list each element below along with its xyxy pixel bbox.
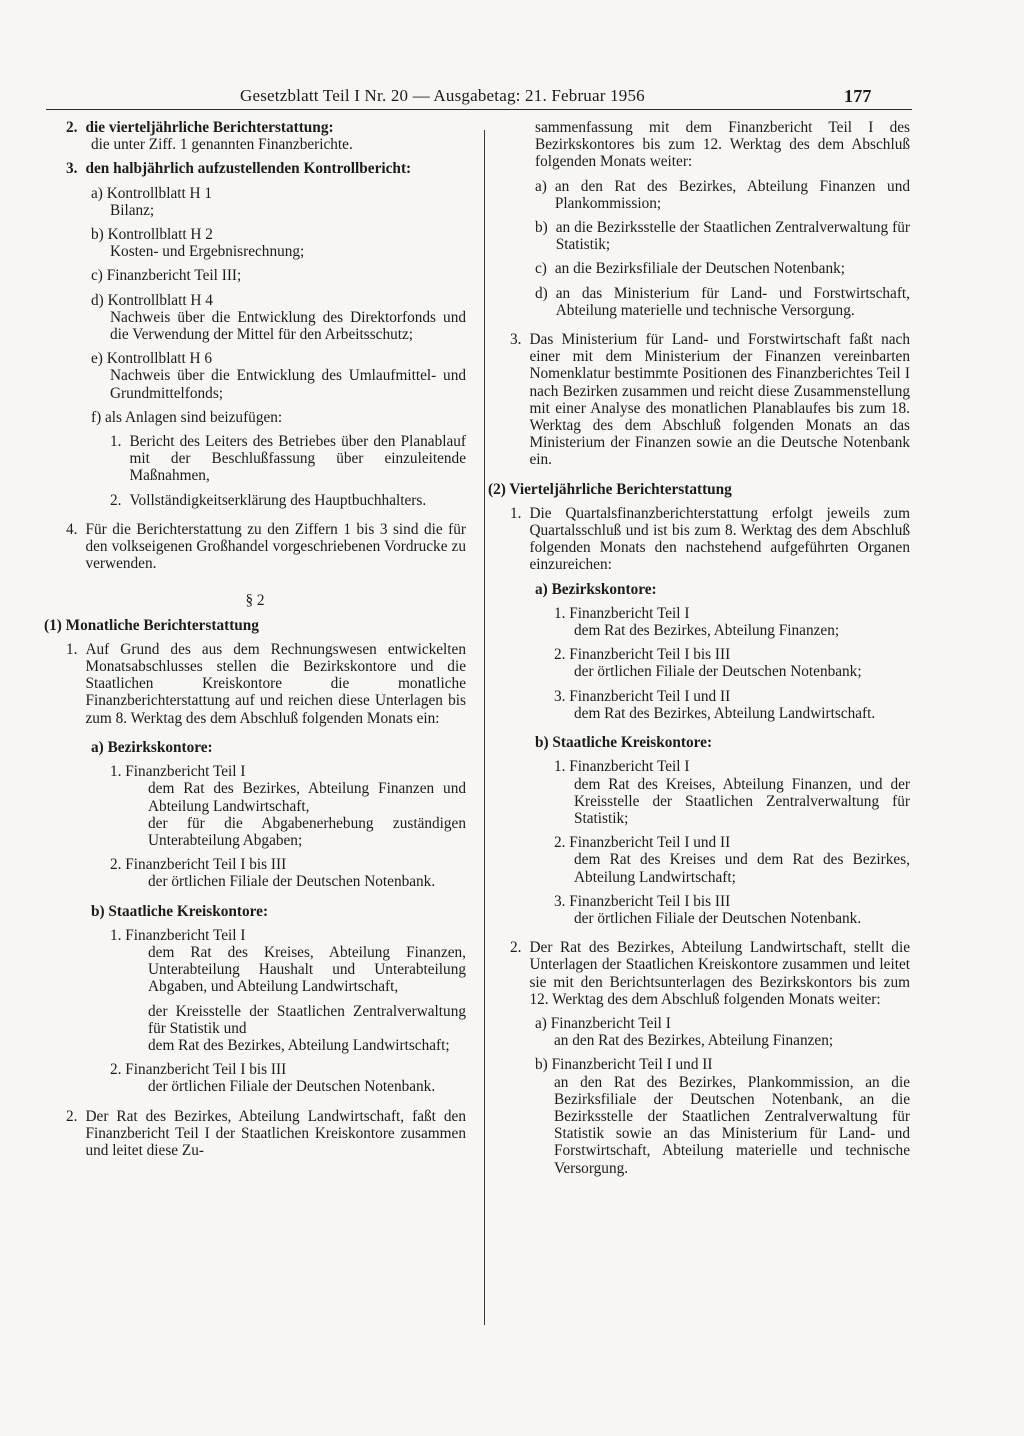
list-item: 2. Finanzbericht Teil I bis III	[554, 646, 731, 664]
list-item: b) Staatliche Kreiskontore:	[91, 902, 269, 920]
paragraph: Nachweis über die Entwicklung des Direktorfonds und die Verwendung der Mittel für den Arbeitsschutz;	[110, 308, 466, 344]
list-item: 2. Der Rat des Bezirkes, Abteilung Landwirtschaft, stellt die Unterlagen der Staatlichen Kreiskontore zusammen und leitet sie mit den Berichtsunterlagen des Bezirkskontors bis zum 12. Werktag des dem Abschluß folgenden Monats weiter:	[510, 939, 910, 1008]
paragraph: dem Rat des Bezirkes, Abteilung Landwirtschaft.	[574, 704, 876, 722]
paragraph: sammenfassung mit dem Finanzbericht Teil I des Bezirkskontores bis zum 12. Werktag des dem Abschluß folgenden Monats weiter:	[535, 119, 910, 171]
subsection-heading: (1) Monatliche Berichterstattung	[44, 616, 259, 634]
list-item: 3. Finanzbericht Teil I bis III	[554, 892, 731, 910]
list-item: a) an den Rat des Bezirkes, Abteilung Finanzen und Plankommission;	[535, 177, 910, 212]
paragraph: an den Rat des Bezirkes, Plankommission, an die Bezirksfiliale der Deutschen Notenbank, an die Bezirksstelle der Staatlichen Zentralverwaltung für Statistik sowie an das Ministerium für Land- und Forstwirtschaft, Abteilung materielle und technische Versorgung.	[554, 1073, 910, 1177]
list-item: 2. Der Rat des Bezirkes, Abteilung Landwirtschaft, faßt den Finanzbericht Teil I der Staatlichen Kreiskontore zusammen und leitet diese Zu-	[66, 1107, 466, 1159]
paragraph: der örtlichen Filiale der Deutschen Notenbank.	[574, 909, 862, 927]
list-item: 1. Finanzbericht Teil I	[554, 758, 690, 776]
list-item: 2. Finanzbericht Teil I bis III	[110, 1061, 287, 1079]
paragraph: dem Rat des Kreises, Abteilung Finanzen, Unterabteilung Haushalt und Unterabteilung Abgaben, und Abteilung Landwirtschaft,	[148, 943, 466, 996]
paragraph: dem Rat des Kreises und dem Rat des Bezirkes, Abteilung Landwirtschaft;	[574, 851, 910, 886]
list-item: 1. Die Quartalsfinanzberichterstattung erfolgt jeweils zum Quartalsschluß und ist bis zum 8. Werktag des dem Abschluß folgenden Monats den nachstehend aufgeführten Organen einzureichen:	[510, 504, 910, 574]
paragraph: der Kreisstelle der Staatlichen Zentralverwaltung für Statistik und	[148, 1002, 466, 1037]
list-item: b) Finanzbericht Teil I und II	[535, 1056, 713, 1074]
list-item: 2. Vollständigkeitserklärung des Hauptbuchhalters.	[110, 491, 427, 509]
paragraph: Nachweis über die Entwicklung des Umlaufmittel- und Grundmittelfonds;	[110, 367, 466, 402]
paragraph: dem Rat des Bezirkes, Abteilung Landwirtschaft;	[148, 1036, 450, 1054]
paragraph: Bilanz;	[110, 201, 155, 219]
list-item: c) an die Bezirksfiliale der Deutschen Notenbank;	[535, 260, 846, 278]
paragraph: Kosten- und Ergebnisrechnung;	[110, 243, 305, 261]
list-item: 2. Finanzbericht Teil I bis III	[110, 856, 287, 874]
list-item: 1. Auf Grund des aus dem Rechnungswesen entwickelten Monatsabschlusses stellen die Bezirkskontore und die Staatlichen Kreiskontore die monatliche Finanzberichterstattung auf und reichen diese Unterlagen bis zum 8. Werktag des dem Abschluß folgenden Monats ein:	[66, 640, 466, 727]
section-heading: § 2	[245, 592, 265, 610]
list-item: 1. Bericht des Leiters des Betriebes über den Planablauf mit der Beschlußfassung über einzuleitende Maßnahmen,	[110, 433, 466, 485]
list-item: 3. Finanzbericht Teil I und II	[554, 687, 731, 705]
list-item: f) als Anlagen sind beizufügen:	[91, 408, 283, 426]
list-item: 3. Das Ministerium für Land- und Forstwirtschaft faßt nach einer mit dem Ministerium der Finanzen vereinbarten Nomenklatur bestimmte Positionen des Finanzberichtes Teil I nach Bezirken zusammen und reicht diese Zusammenstellung mit einer Analyse des monatlichen Planablaufes bis zum 18. Werktag des dem Abschluß folgenden Monats an das Ministerium der Finanzen sowie an die Deutsche Notenbank ein.	[510, 331, 910, 469]
list-item: b) an die Bezirksstelle der Staatlichen Zentralverwaltung für Statistik;	[535, 219, 910, 254]
paragraph: die unter Ziff. 1 genannten Finanzberichte.	[91, 136, 353, 154]
paragraph: der örtlichen Filiale der Deutschen Notenbank;	[574, 663, 862, 681]
list-item: b) Kontrollblatt H 2	[91, 226, 213, 244]
list-item: 1. Finanzbericht Teil I	[554, 604, 690, 622]
paragraph: an den Rat des Bezirkes, Abteilung Finanzen;	[554, 1032, 834, 1050]
subsection-heading: (2) Vierteljährliche Berichterstattung	[488, 480, 732, 498]
column-divider	[484, 130, 485, 1325]
list-item: d) an das Ministerium für Land- und Forstwirtschaft, Abteilung materielle und technische Versorgung.	[535, 284, 910, 319]
paragraph: der örtlichen Filiale der Deutschen Notenbank.	[148, 1078, 436, 1096]
header-rule	[46, 109, 912, 110]
list-item: a) Bezirkskontore:	[535, 580, 657, 598]
list-item: a) Kontrollblatt H 1	[91, 184, 213, 202]
list-item: a) Bezirkskontore:	[91, 738, 213, 756]
list-item: b) Staatliche Kreiskontore:	[535, 734, 713, 752]
paragraph: dem Rat des Kreises, Abteilung Finanzen, und der Kreisstelle der Staatlichen Zentralverwaltung für Statistik;	[574, 775, 910, 827]
header-title: Gesetzblatt Teil I Nr. 20 — Ausgabetag: 21. Februar 1956	[240, 86, 645, 105]
list-item: 1. Finanzbericht Teil I	[110, 926, 246, 944]
list-item: 3. den halbjährlich aufzustellenden Kontrollbericht:	[66, 160, 412, 178]
paragraph: dem Rat des Bezirkes, Abteilung Finanzen und Abteilung Landwirtschaft,	[148, 780, 466, 815]
list-item: a) Finanzbericht Teil I	[535, 1014, 671, 1032]
list-item: 2. die vierteljährliche Berichterstattung:	[66, 119, 334, 136]
page-number: 177	[844, 86, 872, 106]
list-item: 4. Für die Berichterstattung zu den Ziffern 1 bis 3 sind die für den volkseigenen Großhandel vorgeschriebenen Vordrucke zu verwenden.	[66, 520, 466, 573]
list-item: e) Kontrollblatt H 6	[91, 350, 213, 368]
list-item: c) Finanzbericht Teil III;	[91, 267, 242, 285]
paragraph: der für die Abgabenerhebung zuständigen Unterabteilung Abgaben;	[148, 814, 466, 849]
paragraph: der örtlichen Filiale der Deutschen Notenbank.	[148, 873, 436, 891]
paragraph: dem Rat des Bezirkes, Abteilung Finanzen;	[574, 622, 840, 640]
list-item: 2. Finanzbericht Teil I und II	[554, 834, 731, 852]
left-column	[44, 119, 466, 1159]
list-item: d) Kontrollblatt H 4	[91, 291, 213, 309]
list-item: 1. Finanzbericht Teil I	[110, 763, 246, 781]
right-column	[488, 119, 910, 1177]
